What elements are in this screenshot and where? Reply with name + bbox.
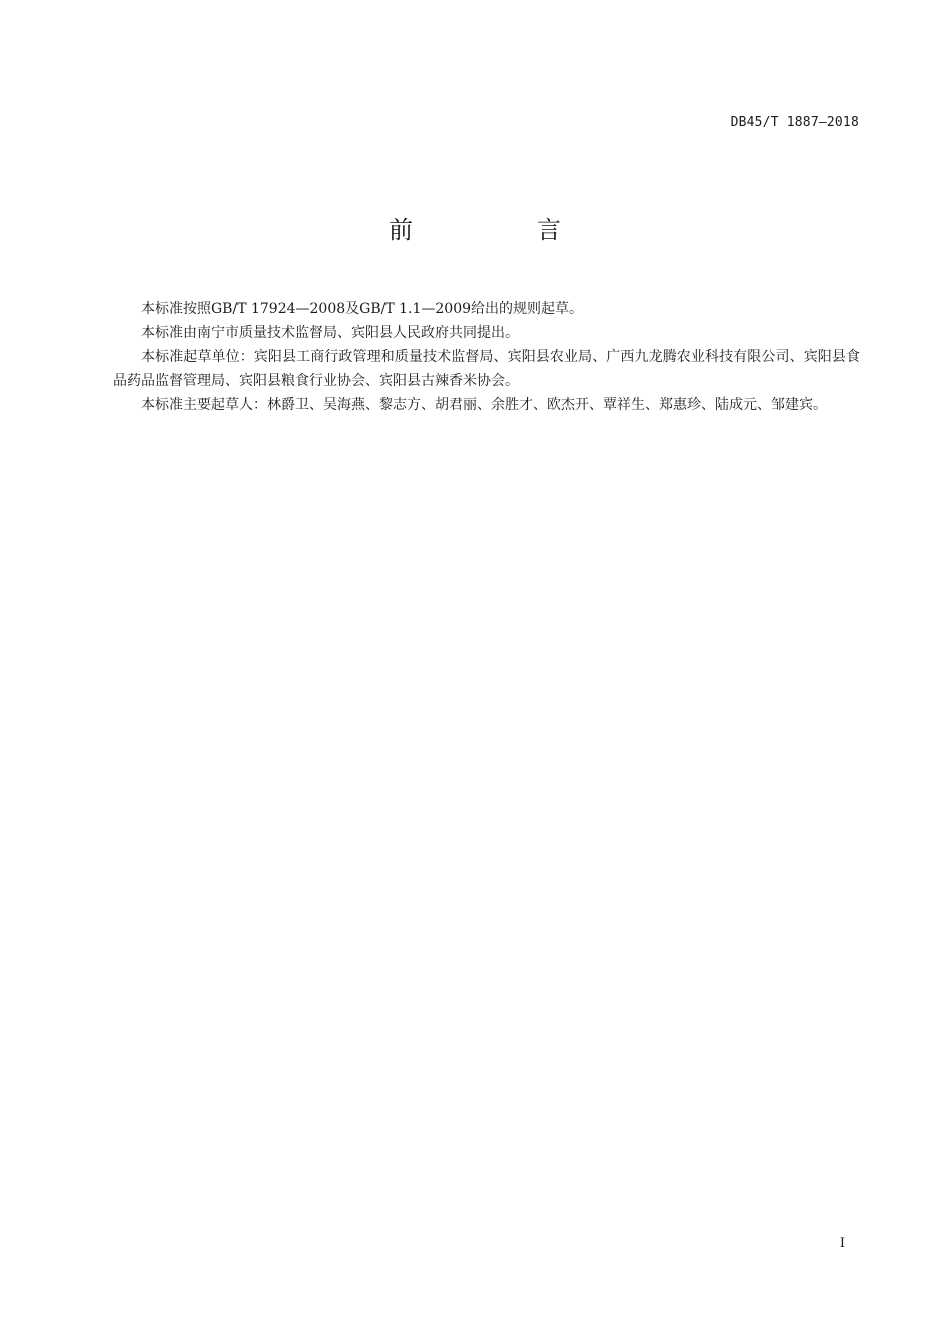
page-title: 前 言 [389,216,611,244]
paragraph-main-drafters: 本标准主要起草人：林爵卫、吴海燕、黎志方、胡君丽、余胜才、欧杰开、覃祥生、郑惠珍、陆成元、邹建宾。 [141,397,827,413]
foreword-body [113,297,860,417]
paragraph-proposer: 本标准由南宁市质量技术监督局、宾阳县人民政府共同提出。 [141,325,519,341]
page-number: I [839,1236,845,1251]
paragraph-drafting-rules: 本标准按照GB/T 17924—2008及GB/T 1.1—2009给出的规则起草。 [141,301,584,317]
paragraph-drafting-units: 本标准起草单位：宾阳县工商行政管理和质量技术监督局、宾阳县农业局、广西九龙腾农业科技有限公司、宾阳县食品药品监督管理局、宾阳县粮食行业协会、宾阳县古辣香米协会。 [113,349,860,389]
standard-code: DB45/T 1887—2018 [730,115,859,130]
